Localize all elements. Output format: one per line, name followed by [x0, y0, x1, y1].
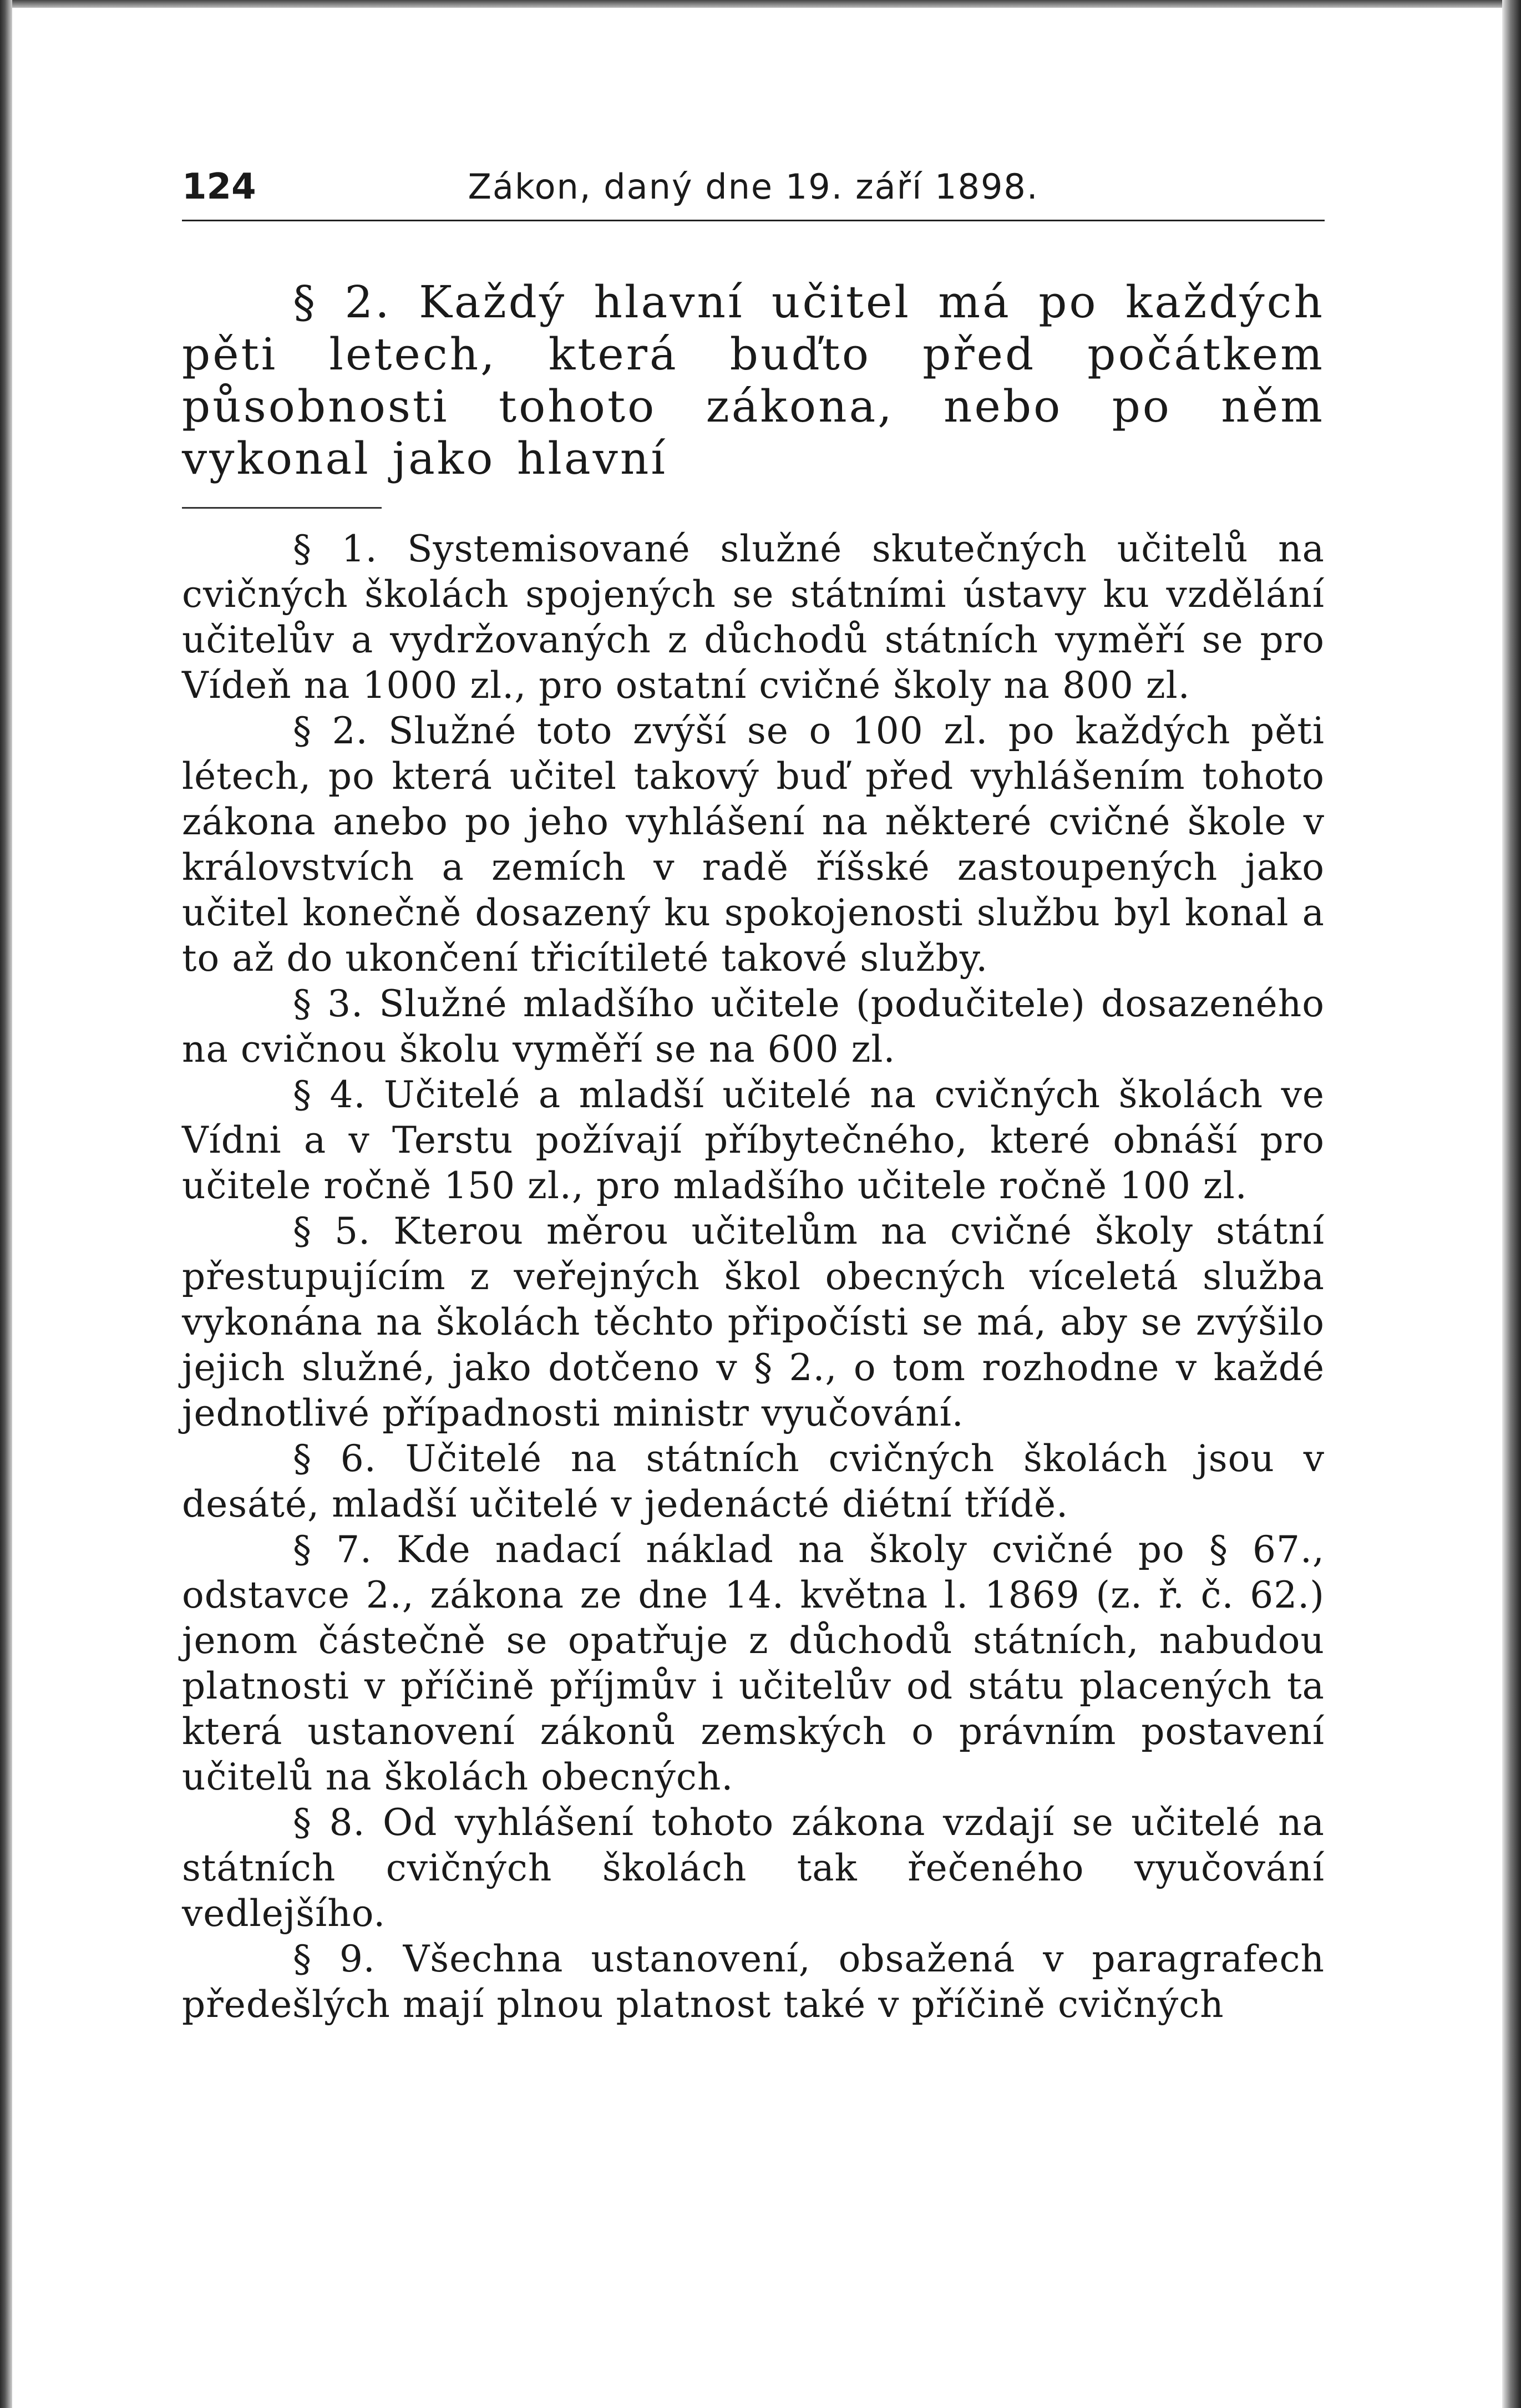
paragraph-7: § 7. Kde nadací náklad na školy cvičné po § 67., odstavce 2., zákona ze dne 14. května l. 1869 (z. ř. č. 62.) jenom částečně se opatřuje z důchodů státních, nabudou platnosti v příčině příjmův i učitelův od státu placených ta která ustanovení zákonů zemských o právním postavení učitelů na školách obecných.	[182, 1528, 1325, 1798]
paragraph-8: § 8. Od vyhlášení tohoto zákona vzdají se učitelé na státních cvičných školách tak řečeného vyučování vedlejšího.	[182, 1801, 1325, 1935]
pasted-fragment: § 2. Každý hlavní učitel má po každých pěti letech, která buďto před počátkem působnosti tohoto zákona, nebo po něm vykonal jako hlavní	[182, 276, 1325, 484]
paragraph-4: § 4. Učitelé a mladší učitelé na cvičných školách ve Vídni a v Terstu požívají příbytečného, které obnáší pro učitele ročně 150 zl., pro mladšího učitele ročně 100 zl.	[182, 1073, 1325, 1207]
paragraph-9: § 9. Všechna ustanovení, obsažená v paragrafech předešlých mají plnou platnost také v příčině cvičných	[182, 1938, 1325, 2026]
running-head: Zákon, daný dne 19. září 1898.	[468, 166, 1039, 207]
page	[182, 166, 1325, 2027]
scan-edge-left	[0, 0, 12, 2408]
paragraph-3: § 3. Služné mladšího učitele (podučitele) dosazeného na cvičnou školu vyměří se na 600 zl.	[182, 982, 1325, 1071]
page-header	[182, 166, 1325, 216]
paragraph-1: § 1. Systemisované služné skutečných učitelů na cvičných školách spojených se státními ústavy ku vzdělání učitelův a vydržovaných z důchodů státních vyměří se pro Vídeň na 1000 zl., pro ostatní cvičné školy na 800 zl.	[182, 528, 1325, 707]
paragraph-6: § 6. Učitelé na státních cvičných školách jsou v desáté, mladší učitelé v jedenácté diétní třídě.	[182, 1437, 1325, 1525]
scan-edge-right	[1502, 0, 1521, 2408]
fragment-rule	[182, 507, 382, 509]
header-rule	[182, 220, 1325, 221]
paragraph-2: § 2. Služné toto zvýší se o 100 zl. po každých pěti létech, po která učitel takový buď před vyhlášením tohoto zákona anebo po jeho vyhlášení na některé cvičné škole v královstvích a zemích v radě říšské zastoupených jako učitel konečně dosazený ku spokojenosti službu byl konal a to až do ukončení třicítileté takové služby.	[182, 709, 1325, 980]
page-number: 124	[182, 166, 256, 207]
paragraph-5: § 5. Kterou měrou učitelům na cvičné školy státní přestupujícím z veřejných škol obecných víceletá služba vykonána na školách těchto připočísti se má, aby se zvýšilo jejich služné, jako dotčeno v § 2., o tom rozhodne v každé jednotlivé případnosti ministr vyučování.	[182, 1210, 1325, 1434]
scan-edge-top	[0, 0, 1521, 8]
